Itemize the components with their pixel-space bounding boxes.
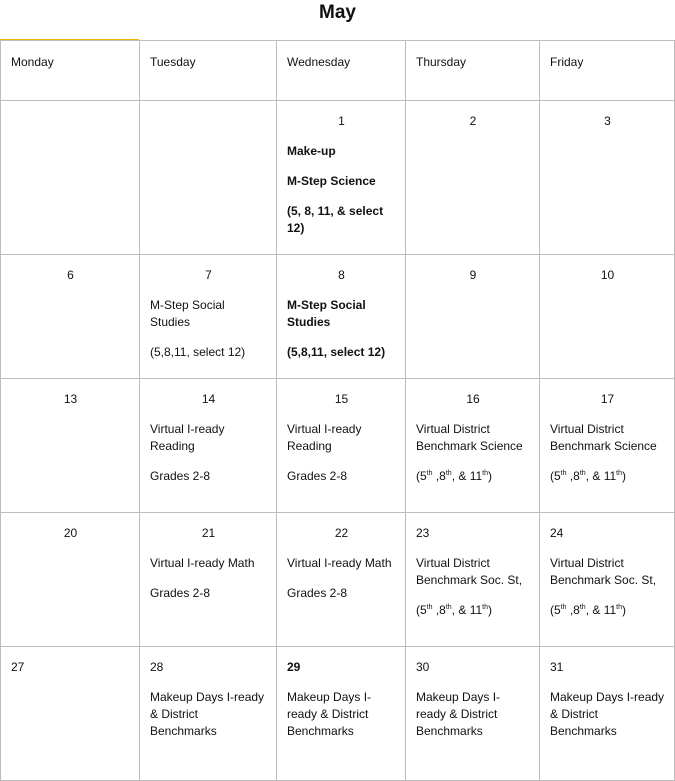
day-cell-27 [1,647,140,781]
day-cell-21 [140,513,277,647]
day-cell-16 [406,379,540,513]
event-text: Grades 2-8 [150,586,211,600]
day-number: 8 [338,268,345,282]
day-cell-22 [277,513,406,647]
event-text: Virtual I-ready Reading [287,422,362,453]
event-text: (5,8,11, select 12) [150,345,246,359]
day-number: 9 [469,268,477,282]
day-cell-7 [140,255,277,379]
day-cell-2 [406,101,540,255]
event-text: Grades 2-8 [150,469,211,483]
week-row-5 [1,647,675,781]
day-cell-14 [140,379,277,513]
week-row-2 [1,255,675,379]
day-cell-9 [406,255,540,379]
event-text: Virtual District Benchmark Soc. St, [550,556,657,587]
event-text: Grades 2-8 [287,469,348,483]
day-cell-29 [277,647,406,781]
day-cell-1 [277,101,406,255]
event-text: Makeup Days I-ready & District Benchmarks [416,690,501,738]
week-row-3 [1,379,675,513]
day-number: 17 [600,392,615,406]
grade-note: (5th ,8th, & 11th) [416,469,493,483]
day-number: 23 [416,526,430,540]
event-text: Makeup Days I-ready & District Benchmarks [150,690,265,738]
event-text: M-Step Social Studies [150,298,225,329]
grade-note: (5th ,8th, & 11th) [416,603,493,617]
event-text: Makeup Days I-ready & District Benchmarks [550,690,665,738]
weekday-thursday: Thursday [406,41,540,101]
day-cell-20 [1,513,140,647]
day-cell-31 [540,647,675,781]
day-number: 21 [201,526,216,540]
day-number: 2 [469,114,477,128]
day-number: 31 [550,660,564,674]
event-text: Make-up [287,144,336,158]
week-row-4 [1,513,675,647]
event-text: Virtual District Benchmark Science [416,422,523,453]
day-cell-empty [140,101,277,255]
day-number: 24 [550,526,564,540]
grade-note: (5th ,8th, & 11th) [550,603,627,617]
month-title: May [319,2,356,23]
day-number: 3 [604,114,611,128]
event-text: M-Step Science [287,174,376,188]
day-number: 1 [338,114,345,128]
day-cell-28 [140,647,277,781]
event-text: Grades 2-8 [287,586,348,600]
week-row-1 [1,101,675,255]
event-text: Virtual District Benchmark Science [550,422,657,453]
day-number: 27 [11,660,25,674]
calendar-grid [0,40,675,781]
day-number: 20 [63,526,78,540]
day-number: 16 [466,392,480,406]
grade-note: (5th ,8th, & 11th) [550,469,627,483]
event-text: (5,8,11, select 12) [287,345,386,359]
event-text: M-Step Social Studies [287,298,366,329]
event-text: Makeup Days I-ready & District Benchmarks [287,690,372,738]
day-cell-3 [540,101,675,255]
event-text: (5, 8, 11, & select 12) [287,204,384,235]
day-number: 14 [201,392,216,406]
day-number: 7 [205,268,212,282]
day-cell-8 [277,255,406,379]
day-cell-17 [540,379,675,513]
weekday-wednesday: Wednesday [277,41,406,101]
day-number: 10 [600,268,615,282]
event-text: Virtual I-ready Reading [150,422,225,453]
day-cell-24 [540,513,675,647]
day-number: 13 [63,392,78,406]
day-cell-empty [1,101,140,255]
day-cell-30 [406,647,540,781]
day-cell-23 [406,513,540,647]
day-cell-10 [540,255,675,379]
day-cell-13 [1,379,140,513]
weekday-tuesday: Tuesday [140,41,277,101]
event-text: Virtual District Benchmark Soc. St, [416,556,523,587]
day-number: 30 [416,660,430,674]
day-number: 28 [150,660,164,674]
weekday-header-row [1,41,675,101]
event-text: Virtual I-ready Math [287,556,392,570]
event-text: Virtual I-ready Math [150,556,255,570]
day-number: 29 [287,660,301,674]
weekday-monday: Monday [1,41,140,101]
day-number: 6 [67,268,74,282]
day-cell-15 [277,379,406,513]
weekday-friday: Friday [540,41,675,101]
day-number: 15 [334,392,349,406]
day-number: 22 [334,526,349,540]
day-cell-6 [1,255,140,379]
